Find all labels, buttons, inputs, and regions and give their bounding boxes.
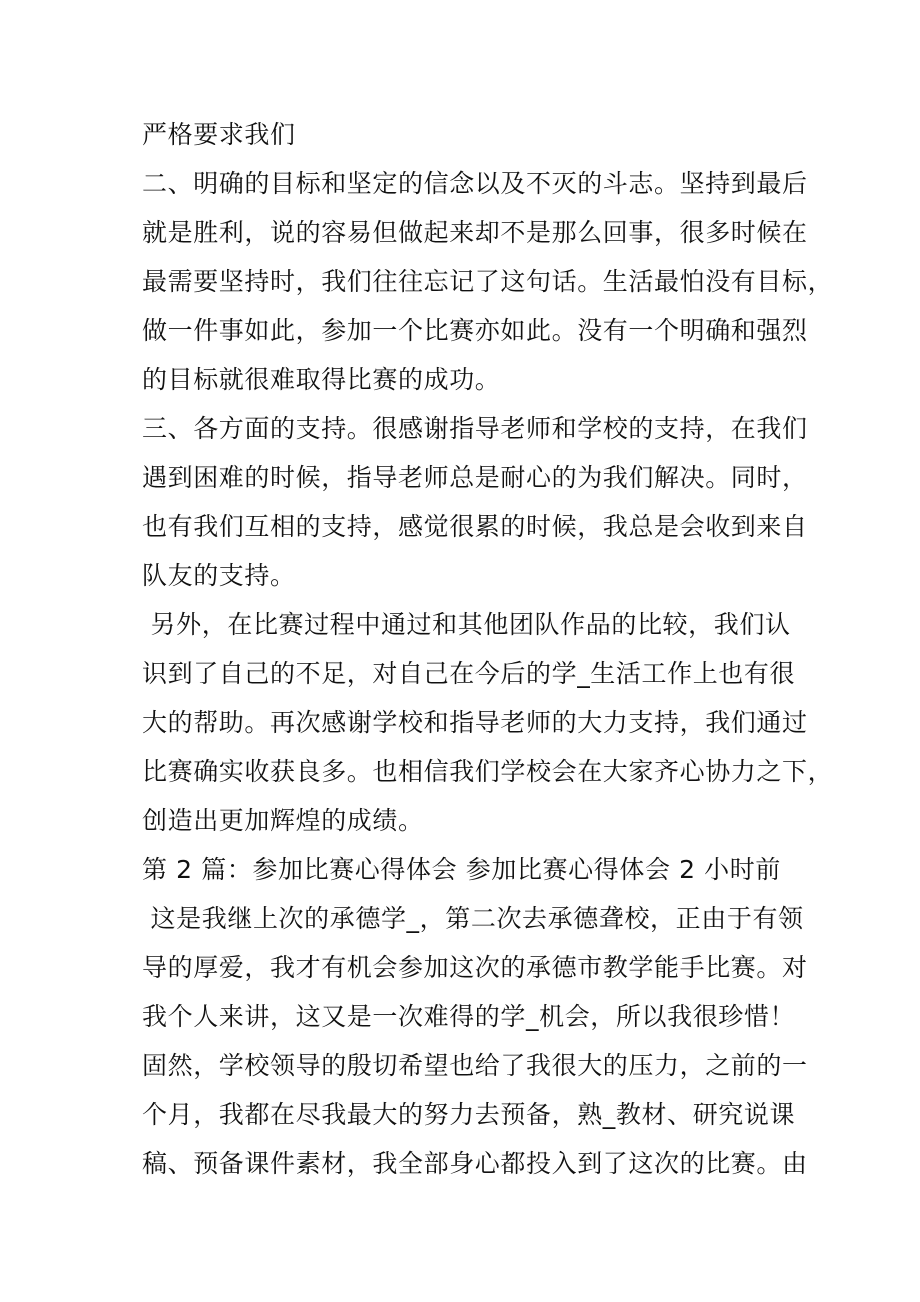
text-line: 就是胜利，说的容易但做起来却不是那么回事，很多时候在	[142, 218, 808, 247]
text-line: 个月，我都在尽我最大的努力去预备，熟_教材、研究说课	[142, 1100, 796, 1129]
document-body	[142, 110, 834, 1188]
text-line: 导的厚爱，我才有机会参加这次的承德市教学能手比赛。对	[142, 953, 808, 982]
text-line: 也有我们互相的支持，感觉很累的时候，我总是会收到来自	[142, 512, 808, 541]
text-line: 我个人来讲，这又是一次难得的学_机会，所以我很珍惜！	[142, 1002, 796, 1031]
section-heading: 第 2 篇：参加比赛心得体会 参加比赛心得体会 2 小时前	[142, 855, 781, 884]
text-line: 固然，学校领导的殷切希望也给了我很大的压力，之前的一	[142, 1051, 808, 1080]
text-line: 大的帮助。再次感谢学校和指导老师的大力支持，我们通过	[142, 708, 808, 737]
text-line: 的目标就很难取得比赛的成功。	[142, 365, 501, 394]
text-line: 做一件事如此，参加一个比赛亦如此。没有一个明确和强烈	[142, 316, 808, 345]
text-line: 最需要坚持时，我们往往忘记了这句话。生活最怕没有目标，	[142, 267, 834, 296]
text-line: 识到了自己的不足，对自己在今后的学_生活工作上也有很	[142, 659, 796, 688]
text-line: 另外，在比赛过程中通过和其他团队作品的比较，我们认	[142, 610, 791, 639]
text-line: 稿、预备课件素材，我全部身心都投入到了这次的比赛。由	[142, 1149, 808, 1178]
text-line: 遇到困难的时候，指导老师总是耐心的为我们解决。同时，	[142, 463, 808, 492]
text-line: 三、各方面的支持。很感谢指导老师和学校的支持，在我们	[142, 414, 808, 443]
text-line: 二、明确的目标和坚定的信念以及不灭的斗志。坚持到最后	[142, 169, 808, 198]
text-line: 严格要求我们	[142, 120, 296, 149]
text-line: 队友的支持。	[142, 561, 296, 590]
text-line: 比赛确实收获良多。也相信我们学校会在大家齐心协力之下，	[142, 757, 834, 786]
text-line: 这是我继上次的承德学_，第二次去承德聋校，正由于有领	[142, 904, 804, 933]
text-line: 创造出更加辉煌的成绩。	[142, 806, 424, 835]
